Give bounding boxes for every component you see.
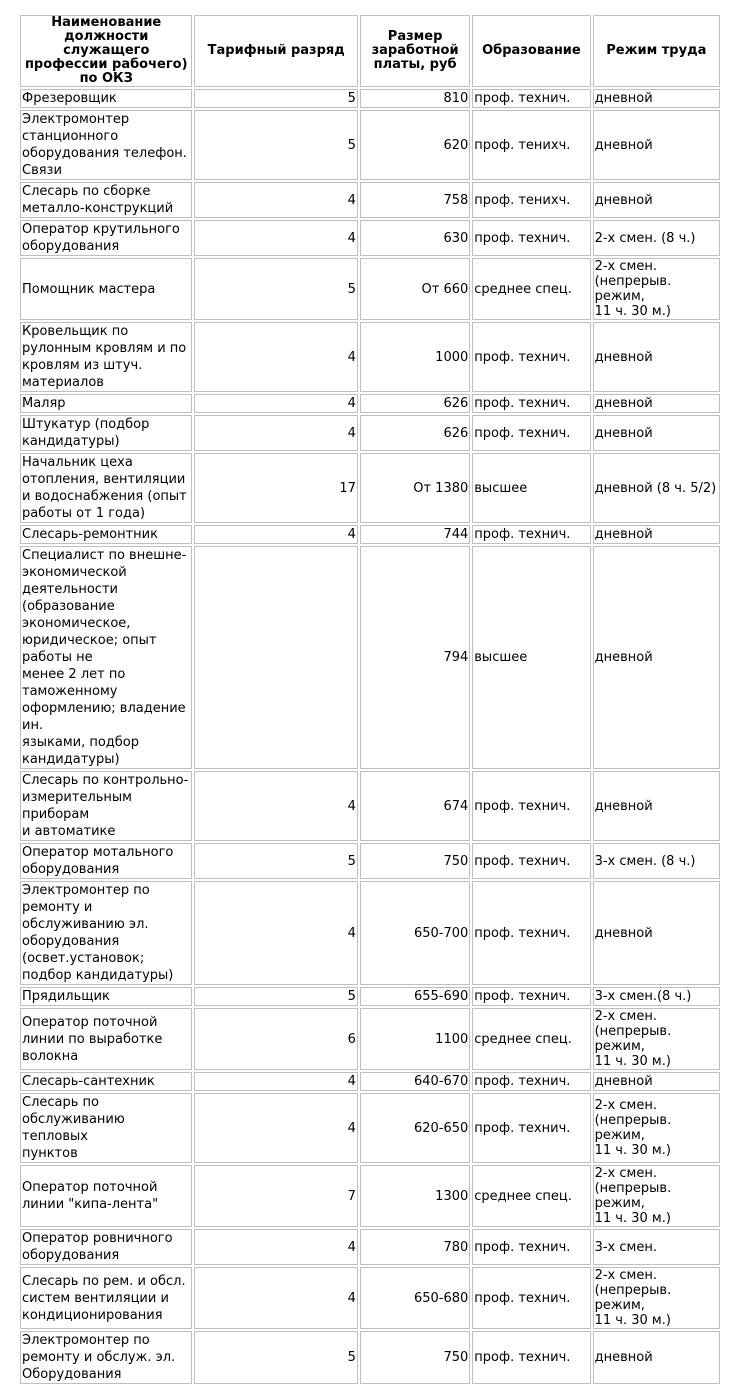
table-row [20,1267,720,1329]
position-name-cell: Слесарь по обслуживанию тепловых пунктов [20,1093,192,1163]
table-row [20,89,720,108]
position-name-cell: Электромонтер станционного оборудования телефон. Связи [20,110,192,180]
tariff-grade-cell: 4 [194,1072,357,1091]
education-cell: среднее спец. [472,258,590,320]
position-name-cell: Оператор крутильного оборудования [20,220,192,256]
tariff-grade-cell: 4 [194,1229,357,1265]
header-work-mode: Режим труда [593,15,720,87]
table-row [20,987,720,1006]
table-row [20,182,720,218]
education-cell: проф. технич. [472,1229,590,1265]
position-name-cell: Оператор ровничного оборудования [20,1229,192,1265]
work-mode-cell: дневной [593,881,720,985]
table-row [20,322,720,392]
position-name-cell: Оператор поточной линии по выработке волокна [20,1008,192,1070]
tariff-grade-cell: 5 [194,843,357,879]
tariff-grade-cell: 4 [194,322,357,392]
education-cell: проф. технич. [472,415,590,451]
work-mode-cell: дневной [593,89,720,108]
tariff-grade-cell: 4 [194,1093,357,1163]
position-name-cell: Маляр [20,394,192,413]
table-row [20,453,720,523]
education-cell: проф. технич. [472,322,590,392]
education-cell: проф. технич. [472,1093,590,1163]
table-row [20,546,720,769]
tariff-grade-cell: 5 [194,987,357,1006]
work-mode-cell: дневной [593,525,720,544]
salary-cell: 655-690 [360,987,470,1006]
education-cell: проф. технич. [472,771,590,841]
position-name-cell: Специалист по внешне- экономической деятельности (образование экономическое, юридическое; опыт работы не менее 2 лет по таможенному оформлению; владение ин. языками, подбор кандидатуры) [20,546,192,769]
salary-cell: 1100 [360,1008,470,1070]
education-cell: проф. тенихч. [472,110,590,180]
table-row [20,1093,720,1163]
education-cell: проф. технич. [472,881,590,985]
work-mode-cell: 3-х смен.(8 ч.) [593,987,720,1006]
vacancy-table [18,13,722,1386]
salary-cell: 620-650 [360,1093,470,1163]
position-name-cell: Слесарь по контрольно- измерительным приборам и автоматике [20,771,192,841]
tariff-grade-cell [194,546,357,769]
table-row [20,220,720,256]
education-cell: среднее спец. [472,1165,590,1227]
position-name-cell: Оператор мотального оборудования [20,843,192,879]
education-cell: проф. технич. [472,525,590,544]
salary-cell: 640-670 [360,1072,470,1091]
salary-cell: 744 [360,525,470,544]
tariff-grade-cell: 5 [194,1331,357,1384]
table-row [20,1229,720,1265]
tariff-grade-cell: 7 [194,1165,357,1227]
work-mode-cell: дневной [593,771,720,841]
salary-cell: 1300 [360,1165,470,1227]
education-cell: проф. технич. [472,1267,590,1329]
education-cell: проф. технич. [472,89,590,108]
position-name-cell: Электромонтер по ремонту и обслуживанию эл. оборудования (освет.установок; подбор кандидатуры) [20,881,192,985]
tariff-grade-cell: 5 [194,89,357,108]
education-cell: проф. технич. [472,987,590,1006]
salary-cell: 620 [360,110,470,180]
table-row [20,1008,720,1070]
education-cell: проф. технич. [472,220,590,256]
work-mode-cell: 2-х смен. (непрерыв. режим, 11 ч. 30 м.) [593,1267,720,1329]
work-mode-cell: дневной [593,322,720,392]
position-name-cell: Начальник цеха отопления, вентиляции и водоснабжения (опыт работы от 1 года) [20,453,192,523]
salary-cell: 650-680 [360,1267,470,1329]
position-name-cell: Фрезеровщик [20,89,192,108]
work-mode-cell: 2-х смен. (непрерыв. режим, 11 ч. 30 м.) [593,1165,720,1227]
position-name-cell: Слесарь-ремонтник [20,525,192,544]
work-mode-cell: 3-х смен. [593,1229,720,1265]
salary-cell: 810 [360,89,470,108]
education-cell: проф. технич. [472,394,590,413]
tariff-grade-cell: 4 [194,415,357,451]
table-header-row [20,15,720,87]
education-cell: высшее [472,453,590,523]
position-name-cell: Слесарь по сборке металло-конструкций [20,182,192,218]
position-name-cell: Помощник мастера [20,258,192,320]
work-mode-cell: дневной (8 ч. 5/2) [593,453,720,523]
tariff-grade-cell: 4 [194,1267,357,1329]
tariff-grade-cell: 5 [194,110,357,180]
salary-cell: 794 [360,546,470,769]
work-mode-cell: дневной [593,546,720,769]
table-row [20,843,720,879]
table-row [20,525,720,544]
work-mode-cell: 2-х смен. (непрерыв. режим, 11 ч. 30 м.) [593,1093,720,1163]
salary-cell: 780 [360,1229,470,1265]
work-mode-cell: 2-х смен. (непрерыв. режим, 11 ч. 30 м.) [593,1008,720,1070]
position-name-cell: Штукатур (подбор кандидатуры) [20,415,192,451]
header-position: Наименование должности служащего профессии рабочего) по ОКЗ [20,15,192,87]
table-body [20,89,720,1384]
salary-cell: 626 [360,415,470,451]
tariff-grade-cell: 4 [194,394,357,413]
table-row [20,1072,720,1091]
salary-cell: 650-700 [360,881,470,985]
position-name-cell: Прядильщик [20,987,192,1006]
tariff-grade-cell: 4 [194,525,357,544]
tariff-grade-cell: 17 [194,453,357,523]
salary-cell: 758 [360,182,470,218]
education-cell: среднее спец. [472,1008,590,1070]
table-row [20,110,720,180]
salary-cell: 1000 [360,322,470,392]
education-cell: проф. технич. [472,843,590,879]
education-cell: проф. технич. [472,1331,590,1384]
salary-cell: 674 [360,771,470,841]
header-salary: Размер заработной платы, руб [360,15,470,87]
position-name-cell: Оператор поточной линии "кипа-лента" [20,1165,192,1227]
work-mode-cell: 3-х смен. (8 ч.) [593,843,720,879]
education-cell: проф. тенихч. [472,182,590,218]
header-education: Образование [472,15,590,87]
salary-cell: 750 [360,1331,470,1384]
tariff-grade-cell: 4 [194,220,357,256]
salary-cell: От 660 [360,258,470,320]
salary-cell: 750 [360,843,470,879]
work-mode-cell: дневной [593,110,720,180]
table-row [20,881,720,985]
table-row [20,771,720,841]
vacancy-table-wrapper [18,13,722,1386]
work-mode-cell: дневной [593,415,720,451]
tariff-grade-cell: 4 [194,881,357,985]
education-cell: проф. технич. [472,1072,590,1091]
work-mode-cell: дневной [593,1331,720,1384]
work-mode-cell: 2-х смен. (непрерыв. режим, 11 ч. 30 м.) [593,258,720,320]
work-mode-cell: 2-х смен. (8 ч.) [593,220,720,256]
education-cell: высшее [472,546,590,769]
salary-cell: 630 [360,220,470,256]
header-tariff-grade: Тарифный разряд [194,15,357,87]
table-row [20,415,720,451]
tariff-grade-cell: 4 [194,182,357,218]
tariff-grade-cell: 4 [194,771,357,841]
position-name-cell: Кровельщик по рулонным кровлям и по кровлям из штуч. материалов [20,322,192,392]
salary-cell: От 1380 [360,453,470,523]
work-mode-cell: дневной [593,1072,720,1091]
tariff-grade-cell: 5 [194,258,357,320]
position-name-cell: Электромонтер по ремонту и обслуж. эл. Оборудования [20,1331,192,1384]
table-row [20,1331,720,1384]
table-row [20,394,720,413]
work-mode-cell: дневной [593,182,720,218]
position-name-cell: Слесарь-сантехник [20,1072,192,1091]
work-mode-cell: дневной [593,394,720,413]
salary-cell: 626 [360,394,470,413]
position-name-cell: Слесарь по рем. и обсл. систем вентиляции и кондиционирования [20,1267,192,1329]
tariff-grade-cell: 6 [194,1008,357,1070]
table-row [20,1165,720,1227]
table-row [20,258,720,320]
